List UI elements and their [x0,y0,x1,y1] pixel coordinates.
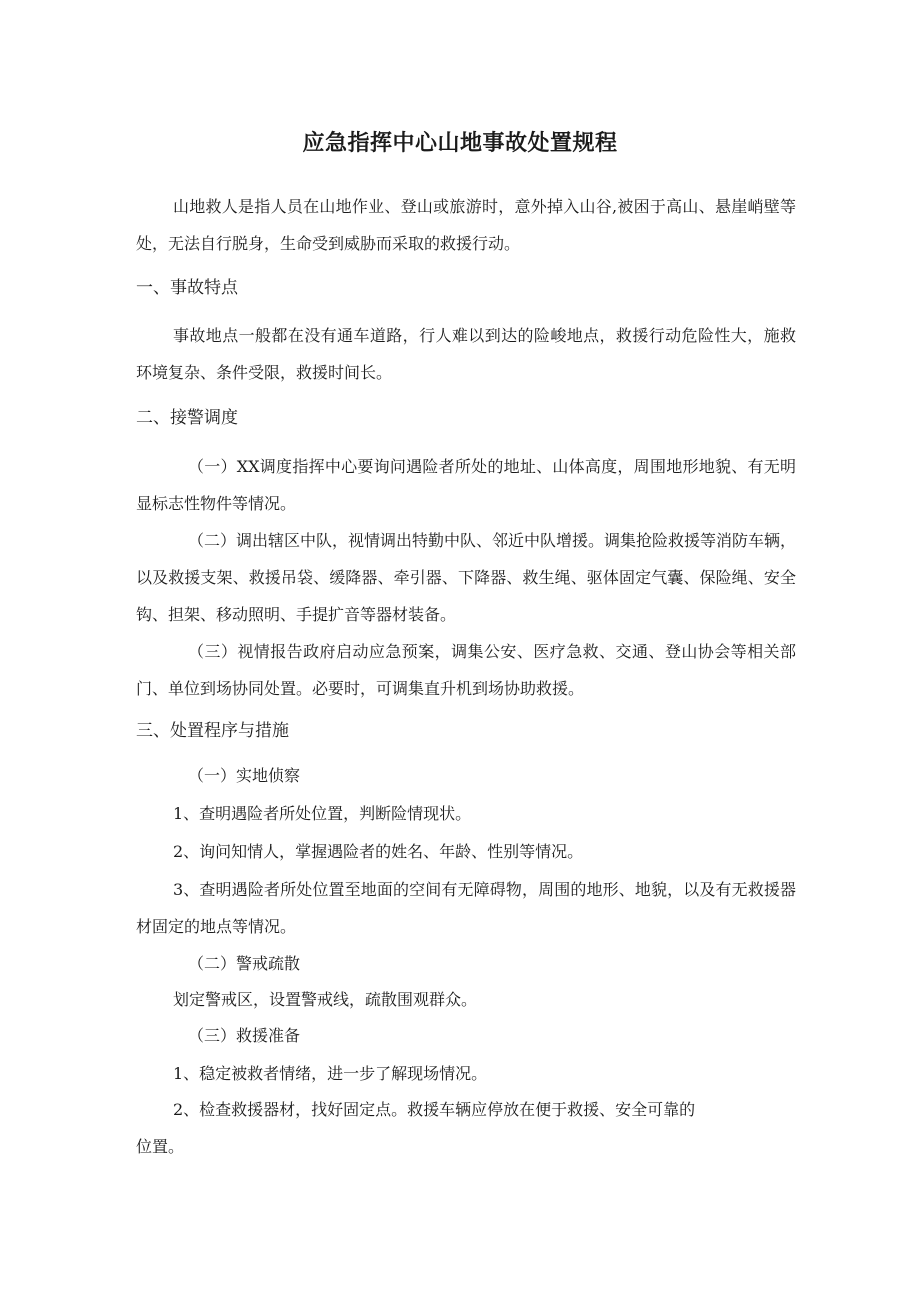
recon-item-3: 3、查明遇险者所处位置至地面的空间有无障碍物，周围的地形、地貌，以及有无救援器材固定的地点等情况。 [136,880,796,936]
section-heading-1: 一、事故特点 [136,278,238,298]
cordon-body: 划定警戒区，设置警戒线，疏散围观群众。 [173,990,478,1009]
recon-item-2: 2、询问知情人，掌握遇险者的姓名、年龄、性别等情况。 [173,842,584,861]
section-2-item-2: （二）调出辖区中队，视情调出特勤中队、邻近中队增援。调集抢险救援等消防车辆，以及救援支架、救援吊袋、缓降器、牵引器、下降器、救生绳、驱体固定气囊、保险绳、安全钩、担架、移动照明、手提扩音等器材装备。 [136,531,797,624]
subsection-heading-recon: （一）实地侦察 [188,766,301,785]
section-2-item-1: （一）XX调度指挥中心要询问遇险者所处的地址、山体高度，周围地形地貌、有无明显标志性物件等情况。 [136,457,796,513]
section-2-item-3: （三）视情报告政府启动应急预案，调集公安、医疗急救、交通、登山协会等相关部门、单位到场协同处置。必要时，可调集直升机到场协助救援。 [136,642,796,698]
prep-item-2-line-1: 2、检查救援器材，找好固定点。救援车辆应停放在便于救援、安全可靠的 [173,1100,696,1119]
intro-paragraph: 山地救人是指人员在山地作业、登山或旅游时，意外掉入山谷,被困于高山、悬崖峭壁等处，无法自行脱身，生命受到威胁而采取的救援行动。 [136,197,796,253]
recon-item-1: 1、查明遇险者所处位置，判断险情现状。 [173,804,472,823]
subsection-heading-cordon: （二）警戒疏散 [188,954,301,973]
prep-item-1: 1、稳定被救者情绪，进一步了解现场情况。 [173,1064,488,1083]
subsection-heading-prep: （三）救援准备 [188,1026,301,1045]
prep-item-2-line-2: 位置。 [136,1137,185,1156]
section-1-body: 事故地点一般都在没有通车道路，行人难以到达的险峻地点，救援行动危险性大，施救环境复杂、条件受限，救援时间长。 [136,326,796,382]
section-heading-3: 三、处置程序与措施 [136,721,289,741]
document-title: 应急指挥中心山地事故处置规程 [302,130,618,156]
section-heading-2: 二、接警调度 [136,408,238,428]
